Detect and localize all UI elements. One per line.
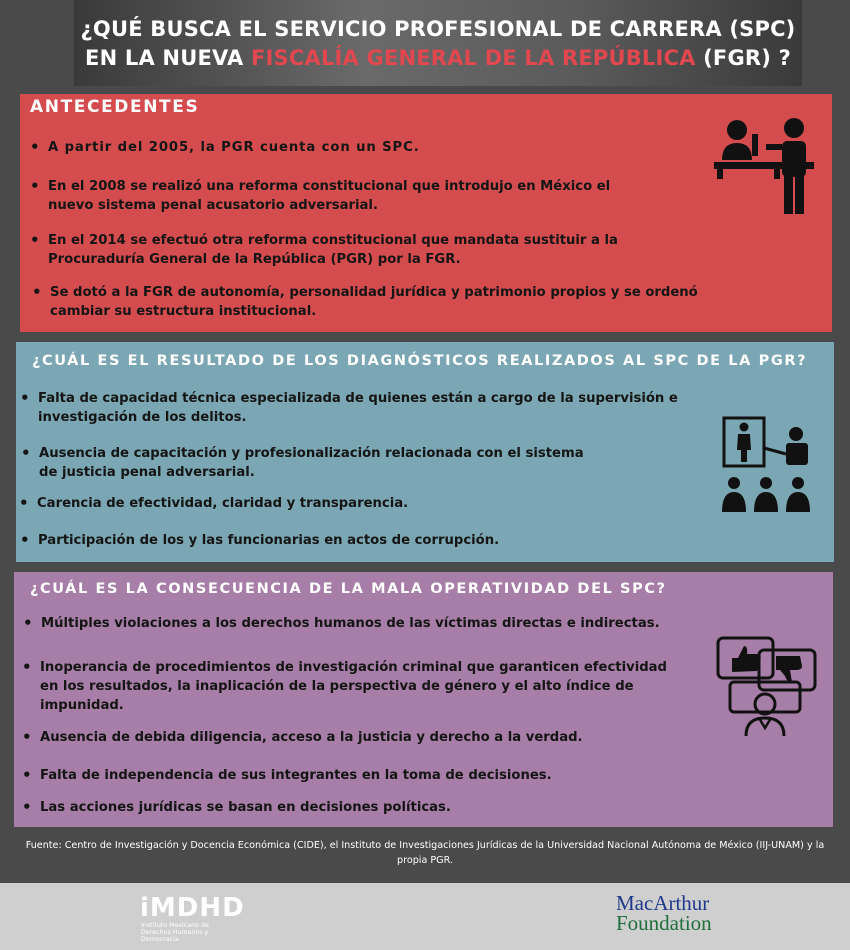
imdhd-logo-text: iMDHD bbox=[140, 893, 245, 923]
list-item: • Participación de los y las funcionarias en actos de corrupción. bbox=[20, 531, 638, 550]
antecedentes-panel bbox=[20, 94, 832, 332]
consecuencia-panel bbox=[14, 572, 833, 827]
list-item: • En el 2014 se efectuó otra reforma constitucional que mandata sustituir a la Procuraduría General de la República (PGR) por la FGR. bbox=[30, 231, 698, 269]
list-item: • A partir del 2005, la PGR cuenta con un SPC. bbox=[30, 138, 648, 157]
list-item: • Inoperancia de procedimientos de investigación criminal que garanticen efectividad en los resultados, la inaplicación de la perspectiva de género y el alto índice de impunidad. bbox=[22, 658, 680, 715]
list-item: • Falta de independencia de sus integrantes en la toma de decisiones. bbox=[22, 766, 680, 785]
diagnosticos-title: ¿CUÁL ES EL RESULTADO DE LOS DIAGNÓSTICOS REALIZADOS AL SPC DE LA PGR? bbox=[32, 353, 808, 369]
imdhd-logo-subtitle: Instituto Mexicano de Derechos Humanos y Democracia bbox=[141, 922, 209, 943]
macarthur-logo[interactable] bbox=[616, 893, 712, 933]
presentation-audience-icon bbox=[720, 416, 812, 514]
list-item: • Las acciones jurídicas se basan en decisiones políticas. bbox=[22, 798, 680, 817]
list-item: • Ausencia de debida diligencia, acceso a la justicia y derecho a la verdad. bbox=[22, 728, 680, 747]
consecuencia-title: ¿CUÁL ES LA CONSECUENCIA DE LA MALA OPERATIVIDAD DEL SPC? bbox=[30, 581, 667, 597]
macarthur-logo-line1: MacArthur bbox=[616, 891, 710, 915]
imdhd-logo[interactable] bbox=[140, 891, 245, 947]
list-item: • Falta de capacidad técnica especializada de quienes están a cargo de la supervisión e investigación de los delitos. bbox=[20, 389, 698, 427]
list-item: • Se dotó a la FGR de autonomía, personalidad jurídica y patrimonio propios y se ordenó cambiar su estructura institucional. bbox=[32, 283, 750, 321]
antecedentes-title: ANTECEDENTES bbox=[30, 97, 200, 117]
diagnosticos-panel bbox=[16, 342, 834, 562]
footer bbox=[0, 883, 850, 950]
title-line-2: EN LA NUEVA FISCALÍA GENERAL DE LA REPÚBLICA (FGR) ? bbox=[85, 46, 791, 70]
list-item: • En el 2008 se realizó una reforma constitucional que introdujo en México el nuevo sistema penal acusatorio adversarial. bbox=[30, 177, 648, 215]
list-item: • Ausencia de capacitación y profesionalización relacionada con el sistema de justicia penal adversarial. bbox=[21, 444, 599, 482]
feedback-person-icon bbox=[716, 636, 818, 738]
page-title bbox=[74, 0, 802, 86]
source-note: Fuente: Centro de Investigación y Docencia Económica (CIDE), el Instituto de Investigaciones Jurídicas de la Universidad Nacional Autónoma de México (IIJ-UNAM) y la propia PGR. bbox=[25, 840, 825, 866]
reception-desk-icon bbox=[714, 116, 816, 216]
title-line-1: ¿QUÉ BUSCA EL SERVICIO PROFESIONAL DE CARRERA (SPC) bbox=[80, 17, 796, 41]
list-item: • Carencia de efectividad, claridad y transparencia. bbox=[19, 494, 637, 513]
list-item: • Múltiples violaciones a los derechos humanos de las víctimas directas e indirectas. bbox=[23, 614, 681, 633]
macarthur-logo-line2: Foundation bbox=[616, 911, 712, 935]
